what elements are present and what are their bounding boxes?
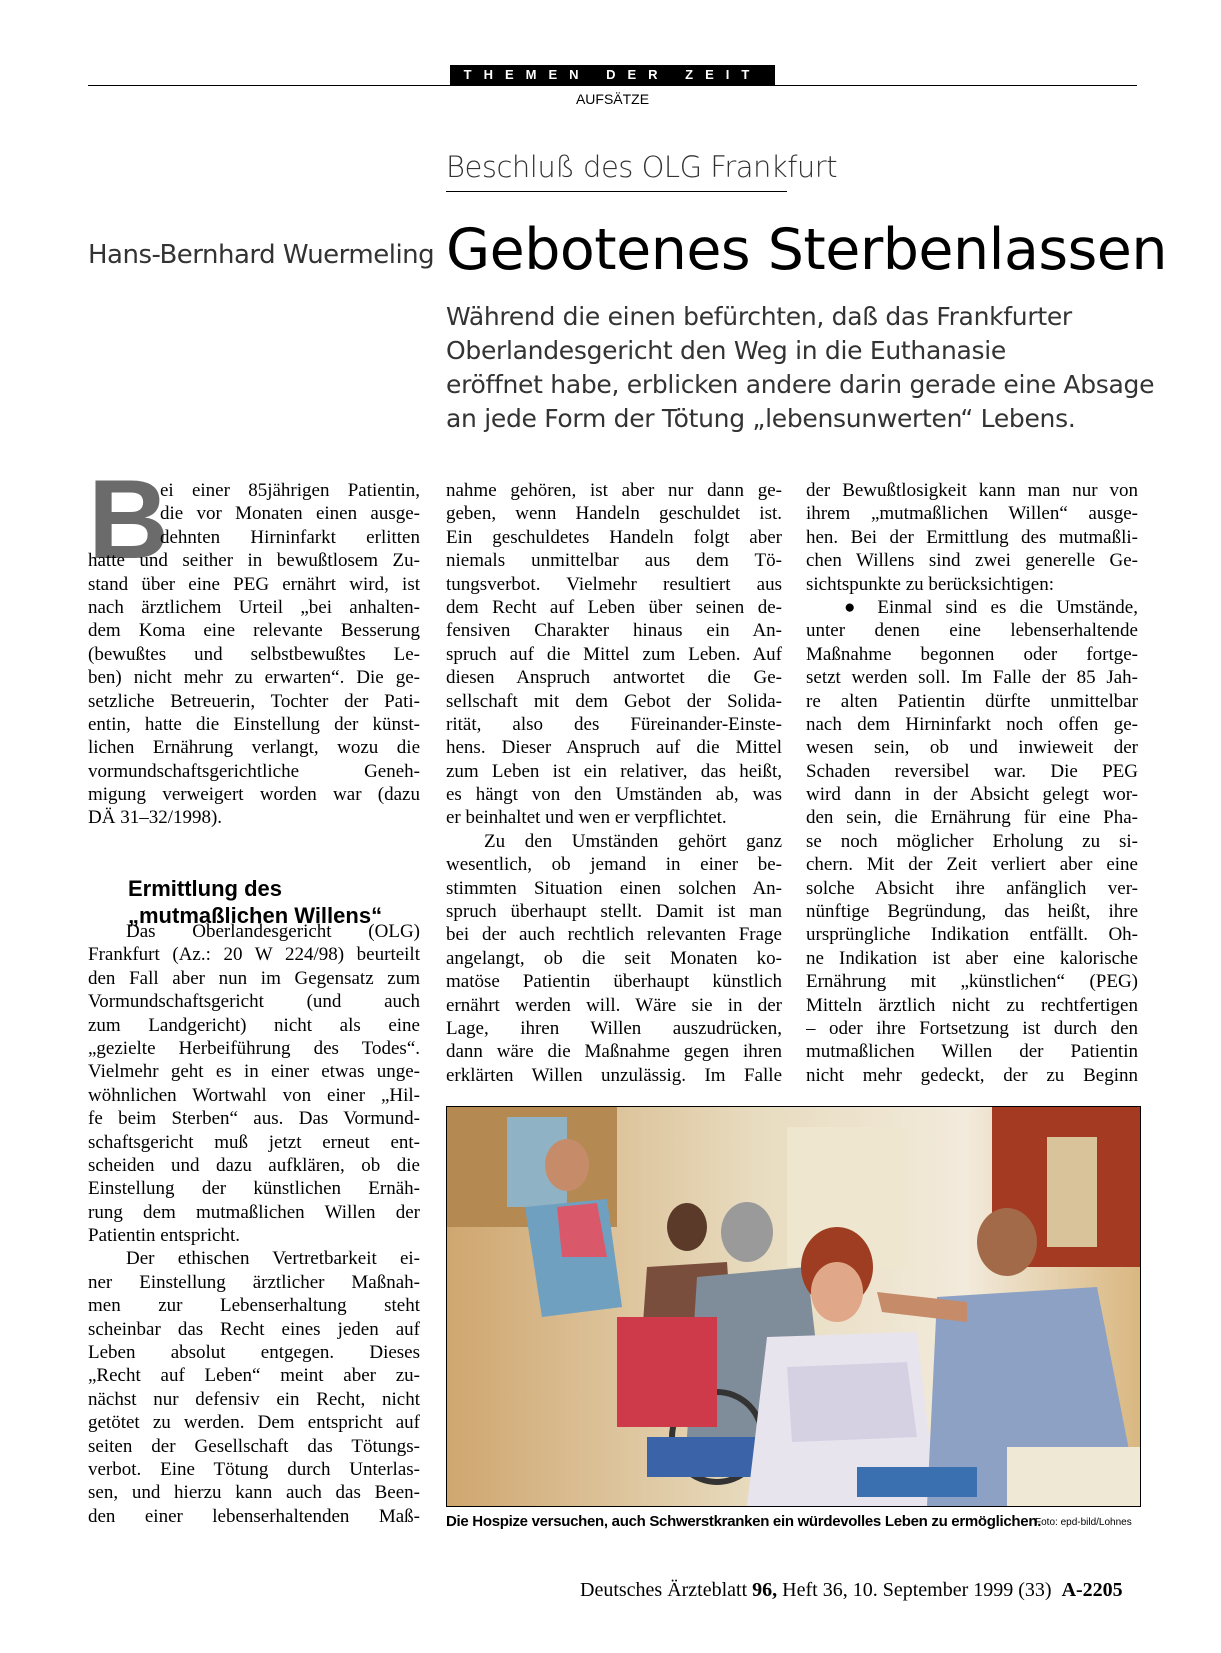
text-line: Ernährung mit „künstlichen“ (PEG) [806,971,1138,993]
text-line: Lage, ihren Willen auszudrücken, [446,1017,782,1039]
text-line: DÄ 31–32/1998). [88,807,223,829]
text-line: verbot. Eine Tötung durch Unterlas- [88,1458,420,1480]
text-line: Mitteln ärztlich nicht zu rechtfertigen [806,994,1138,1016]
text-line: zum Landgericht) nicht als eine [88,1014,420,1036]
text-line: „Recht auf Leben“ meint aber zu- [88,1365,420,1387]
text-line: Zu den Umständen gehört ganz [484,830,782,852]
page-number: A-2205 [1061,1579,1123,1601]
text-line: fensiven Charakter hinaus ein An- [446,620,782,642]
text-line: tungsverbot. Vielmehr resultiert aus [446,573,782,595]
text-line: ursprüngliche Indikation entfällt. Oh- [806,924,1138,946]
text-line: dehnten Hirninfarkt erlitten [160,526,420,548]
text-line: ernährt werden will. Wäre sie in der [446,994,782,1016]
text-line: entin, hatte die Einstellung der künst- [88,713,420,735]
text-line: wöhnlichen Wortwahl von einer „Hil- [88,1084,420,1106]
text-line: zum Leben ist ein relativer, das heißt, [446,760,782,782]
text-line: erklärten Willen unzulässig. Im Falle [446,1064,782,1086]
text-line: Frankfurt (Az.: 20 W 224/98) beurteilt [88,944,420,966]
text-line: chern. Mit der Zeit verliert aber eine [806,854,1138,876]
text-line: fe beim Sterben“ aus. Das Vormund- [88,1108,420,1130]
text-line: spruch überhaupt stellt. Damit ist man [446,901,782,923]
text-line: Patientin entspricht. [88,1225,240,1247]
text-line: nach dem Hirninfarkt noch offen ge- [806,713,1138,735]
text-line: den einer lebenserhaltenden Maß- [88,1505,420,1527]
text-line: den Fall aber nun im Gegensatz zum [88,967,420,989]
text-line: angelangt, ob die seit Monaten ko- [446,947,782,969]
text-line: der Bewußtlosigkeit kann man nur von [806,480,1138,501]
text-line: Der ethischen Vertretbarkeit ei- [126,1248,420,1270]
kicker: Beschluß des OLG Frankfurt [446,150,838,184]
subsection-label: AUFSÄTZE [575,91,650,107]
column-1 [88,479,420,830]
hospice-photo-illustration [447,1107,1140,1506]
text-line: er beinhaltet und wen er verpflichtet. [446,807,727,829]
text-line: wesen sein, ob und inwieweit der [806,737,1138,759]
text-line: Leben absolut entgegen. Dieses [88,1342,420,1364]
photo-credit: Foto: epd-bild/Lohnes [1035,1517,1132,1528]
text-line: stimmten Situation einen solchen An- [446,877,782,899]
text-line: ei einer 85jährigen Patientin, [160,480,420,501]
text-line: (bewußtes und selbstbewußtes Le- [88,643,420,665]
text-line: sichtspunkte zu berücksichtigen: [806,573,1054,595]
text-line: hens. Dieser Anspruch auf die Mittel [446,737,782,759]
lead-line: Während die einen befürchten, daß das Frankfurter [446,302,1072,331]
text-line: seiten der Gesellschaft das Tötungs- [88,1435,420,1457]
text-line: bei der auch rechtlich relevanten Frage [446,924,782,946]
column-3 [806,479,1138,1087]
text-line: unter denen eine lebenserhaltende [806,620,1138,642]
drop-cap: B [88,457,169,582]
text-line: setzliche Betreuerin, Tochter der Pati- [88,690,420,712]
column-2 [446,479,782,1087]
text-line: stand über eine PEG ernährt wird, ist [88,573,420,595]
text-line: ner Einstellung ärztlicher Maßnah- [88,1271,420,1293]
text-line: – oder ihre Fortsetzung ist durch den [806,1017,1138,1039]
text-line: se noch möglicher Erholung zu si- [806,830,1138,852]
text-line: die vor Monaten einen ausge- [160,503,420,525]
text-line: Schaden reversibel war. Die PEG [806,760,1138,782]
text-line: Maßnahme begonnen oder fortge- [806,643,1138,665]
text-line: ben) nicht mehr zu erwarten“. Die ge- [88,667,420,689]
text-line: dem Recht auf Leben über seinen de- [446,596,782,618]
text-line: Das Oberlandesgericht (OLG) [126,921,420,942]
text-line: sellschaft mit dem Gebot der Solida- [446,690,782,712]
photo-caption: Die Hospize versuchen, auch Schwerstkranken ein würdevolles Leben zu ermöglichen. [446,1513,1042,1530]
text-line: Vielmehr geht es in einer etwas unge- [88,1061,420,1083]
lead-line: Oberlandesgericht den Weg in die Euthanasie [446,336,1007,365]
lead-paragraph [446,300,1155,436]
text-line: ne Indikation ist aber eine kalorische [806,947,1138,969]
text-line: niemals unmittelbar aus dem Tö- [446,550,782,572]
text-line: nicht mehr gedeckt, der zu Beginn [806,1064,1138,1086]
subheading-line: „mutmaßlichen Willens“ [128,903,383,928]
header-rule [88,85,1137,86]
text-line: schaftsgericht muß jetzt erneut ent- [88,1131,420,1153]
text-line: nächst nur defensiv ein Recht, nicht [88,1388,420,1410]
text-line: hatte und seither in bewußtlosem Zu- [88,550,420,572]
text-line: solche Absicht ihre anfänglich ver- [806,877,1138,899]
kicker-rule [446,191,787,192]
text-line: men zur Lebenserhaltung steht [88,1295,420,1317]
journal-name: Deutsches Ärzteblatt [580,1579,748,1601]
text-line: mutmaßlichen Willen der Patientin [806,1041,1138,1063]
text-line: nach ärztlichem Urteil „bei anhalten- [88,596,420,618]
text-line: wird dann in der Absicht gelegt wor- [806,784,1138,806]
text-line: geben, wenn Handeln geschuldet ist. [446,503,782,525]
section-label: THEMEN DER ZEIT [450,65,775,85]
text-line: dem Koma eine relevante Besserung [88,620,420,642]
text-line: sen, und hierzu kann auch das Been- [88,1482,420,1504]
lead-line: an jede Form der Tötung „lebensunwerten“ Lebens. [446,404,1076,433]
column-1-continued [88,920,420,1528]
issue-info: Heft 36, 10. September 1999 (33) [782,1579,1052,1601]
text-line: dann wäre die Maßnahme gegen ihren [446,1041,782,1063]
text-line: spruch auf die Mittel zum Leben. Auf [446,643,782,665]
text-line: re alten Patientin dürfte unmittelbar [806,690,1138,712]
text-line: den sein, die Ernährung für eine Pha- [806,807,1138,829]
text-line: vormundschaftsgerichtliche Geneh- [88,760,420,782]
text-line: „gezielte Herbeiführung des Todes“. [88,1037,420,1059]
text-line: Ein geschuldetes Handeln folgt aber [446,526,782,548]
text-line: diesen Anspruch antwortet die Ge- [446,667,782,689]
text-line: nahme gehören, ist aber nur dann ge- [446,480,782,501]
text-line: getötet zu werden. Dem entspricht auf [88,1412,420,1434]
text-line: migung verweigert worden war (dazu [88,784,420,806]
text-line: setzt werden soll. Im Falle der 85 Jah- [806,667,1138,689]
text-line: Einstellung der künstlichen Ernäh- [88,1178,420,1200]
volume-number: 96, [752,1579,778,1601]
text-line: scheinbar das Recht eines jeden auf [88,1318,420,1340]
text-line: wesentlich, ob jemand in einer be- [446,854,782,876]
text-line: rung dem mutmaßlichen Willen der [88,1201,420,1223]
text-line: scheiden und dazu aufklären, ob die [88,1154,420,1176]
subheading-line: Ermittlung des [128,876,283,901]
text-line: chen Willens sind zwei generelle Ge- [806,550,1138,572]
text-line: es hängt von den Umständen ab, was [446,784,782,806]
article-photo [446,1106,1141,1507]
lead-line: eröffnet habe, erblicken andere darin gerade eine Absage [446,370,1155,399]
text-line: Vormundschaftsgericht (und auch [88,991,420,1013]
author-name: Hans-Bernhard Wuermeling [88,240,435,270]
page-footer [580,1579,1123,1602]
text-line: nünftige Begründung, das heißt, ihre [806,901,1138,923]
text-line: hen. Bei der Ermittlung des mutmaßli- [806,526,1138,548]
text-line: ihrem „mutmaßlichen Willen“ ausge- [806,503,1138,525]
text-line: lichen Ernährung verlangt, wozu die [88,737,420,759]
text-line: matöse Patientin überhaupt künstlich [446,971,782,993]
text-line: ● Einmal sind es die Umstände, [844,596,1138,618]
text-line: rität, also des Füreinander-Einste- [446,713,782,735]
headline: Gebotenes Sterbenlassen [446,217,1167,283]
